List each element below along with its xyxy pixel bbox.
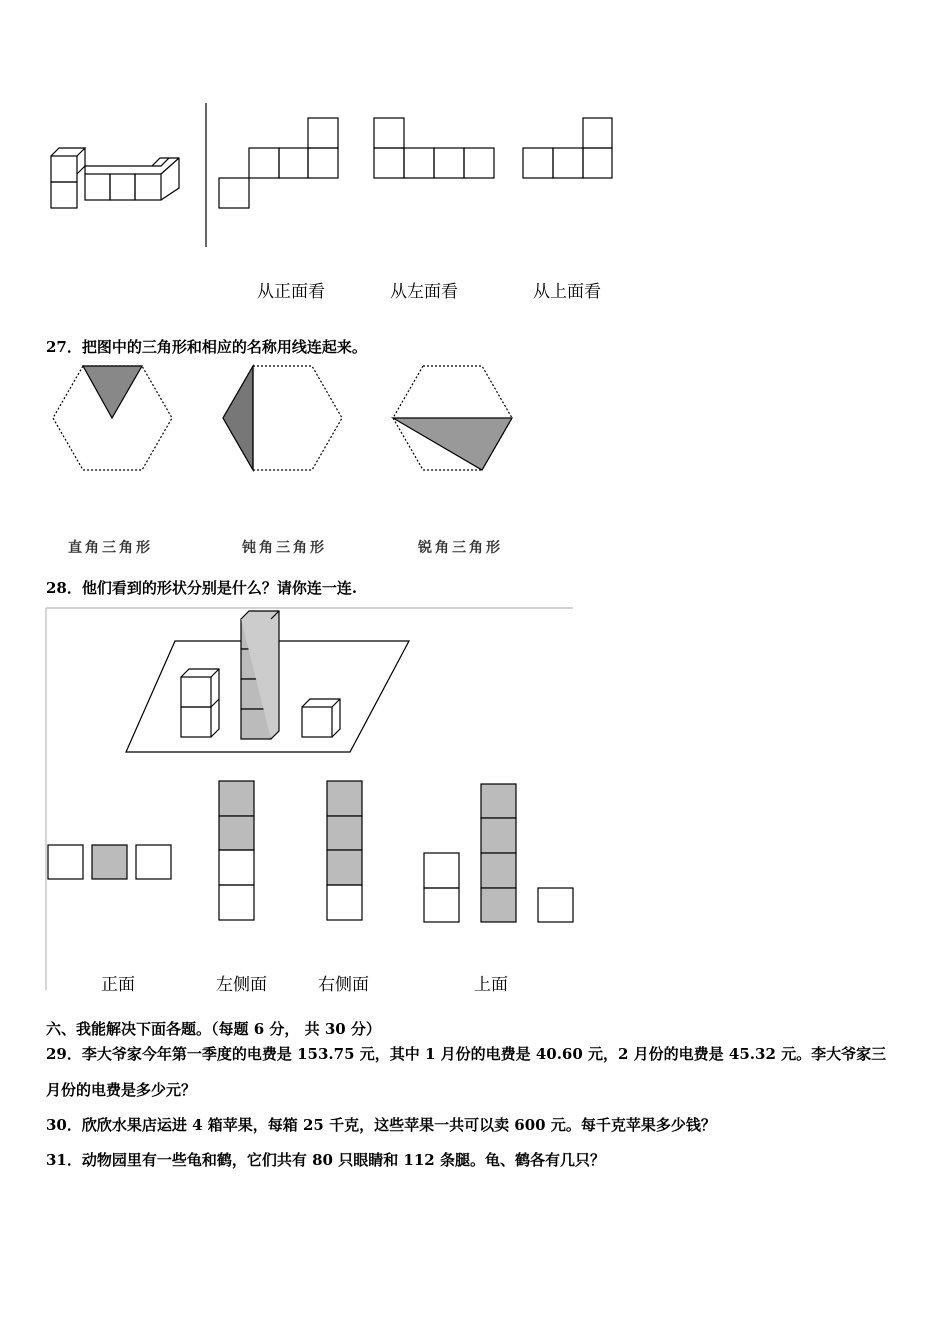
view-label-front: 正面 [101,975,135,995]
triangle-name-right: 直角三角形 [68,540,153,556]
q29-line2: 月份的电费是多少元？ [46,1081,197,1099]
triangle-name-acute: 锐角三角形 [418,540,503,556]
front-view-figure [219,118,338,208]
view-figure-box [46,608,573,990]
view-label-left-side: 左侧面 [216,975,267,995]
section-heading: 六、我能解决下面各题。（每题 6 分， 共 30 分） [46,1020,381,1038]
obtuse-triangle-shaded [223,366,253,470]
q27-question: 27．把图中的三角形和相应的名称用线连起来。 [46,338,367,356]
cube-figure-3d [51,148,179,208]
right-triangle-shaded [83,366,142,418]
top-view-figure [523,118,612,178]
q29-line1: 29．李大爷家今年第一季度的电费是 153.75 元，其中 1 月份的电费是 40.60 元，2 月份的电费是 45.32 元。李大爷家三 [46,1045,887,1063]
view-label-top: 从上面看 [533,282,601,302]
left-view-figure [374,118,494,178]
view-label-top: 上面 [474,975,508,995]
view-label-right-side: 右侧面 [318,975,369,995]
acute-triangle-shaded [393,418,512,470]
view-label-left: 从左面看 [390,282,458,302]
q30-question: 30．欣欣水果店运进 4 箱苹果，每箱 25 千克，这些苹果一共可以卖 600 元。每千克苹果多少钱？ [46,1116,716,1134]
view-label-front: 从正面看 [257,282,325,302]
triangle-name-obtuse: 钝角三角形 [242,540,327,556]
q28-question: 28．他们看到的形状分别是什么？请你连一连. [46,579,358,597]
q31-question: 31．动物园里有一些龟和鹤，它们共有 80 只眼睛和 112 条腿。龟、鹤各有几只？ [46,1151,605,1169]
